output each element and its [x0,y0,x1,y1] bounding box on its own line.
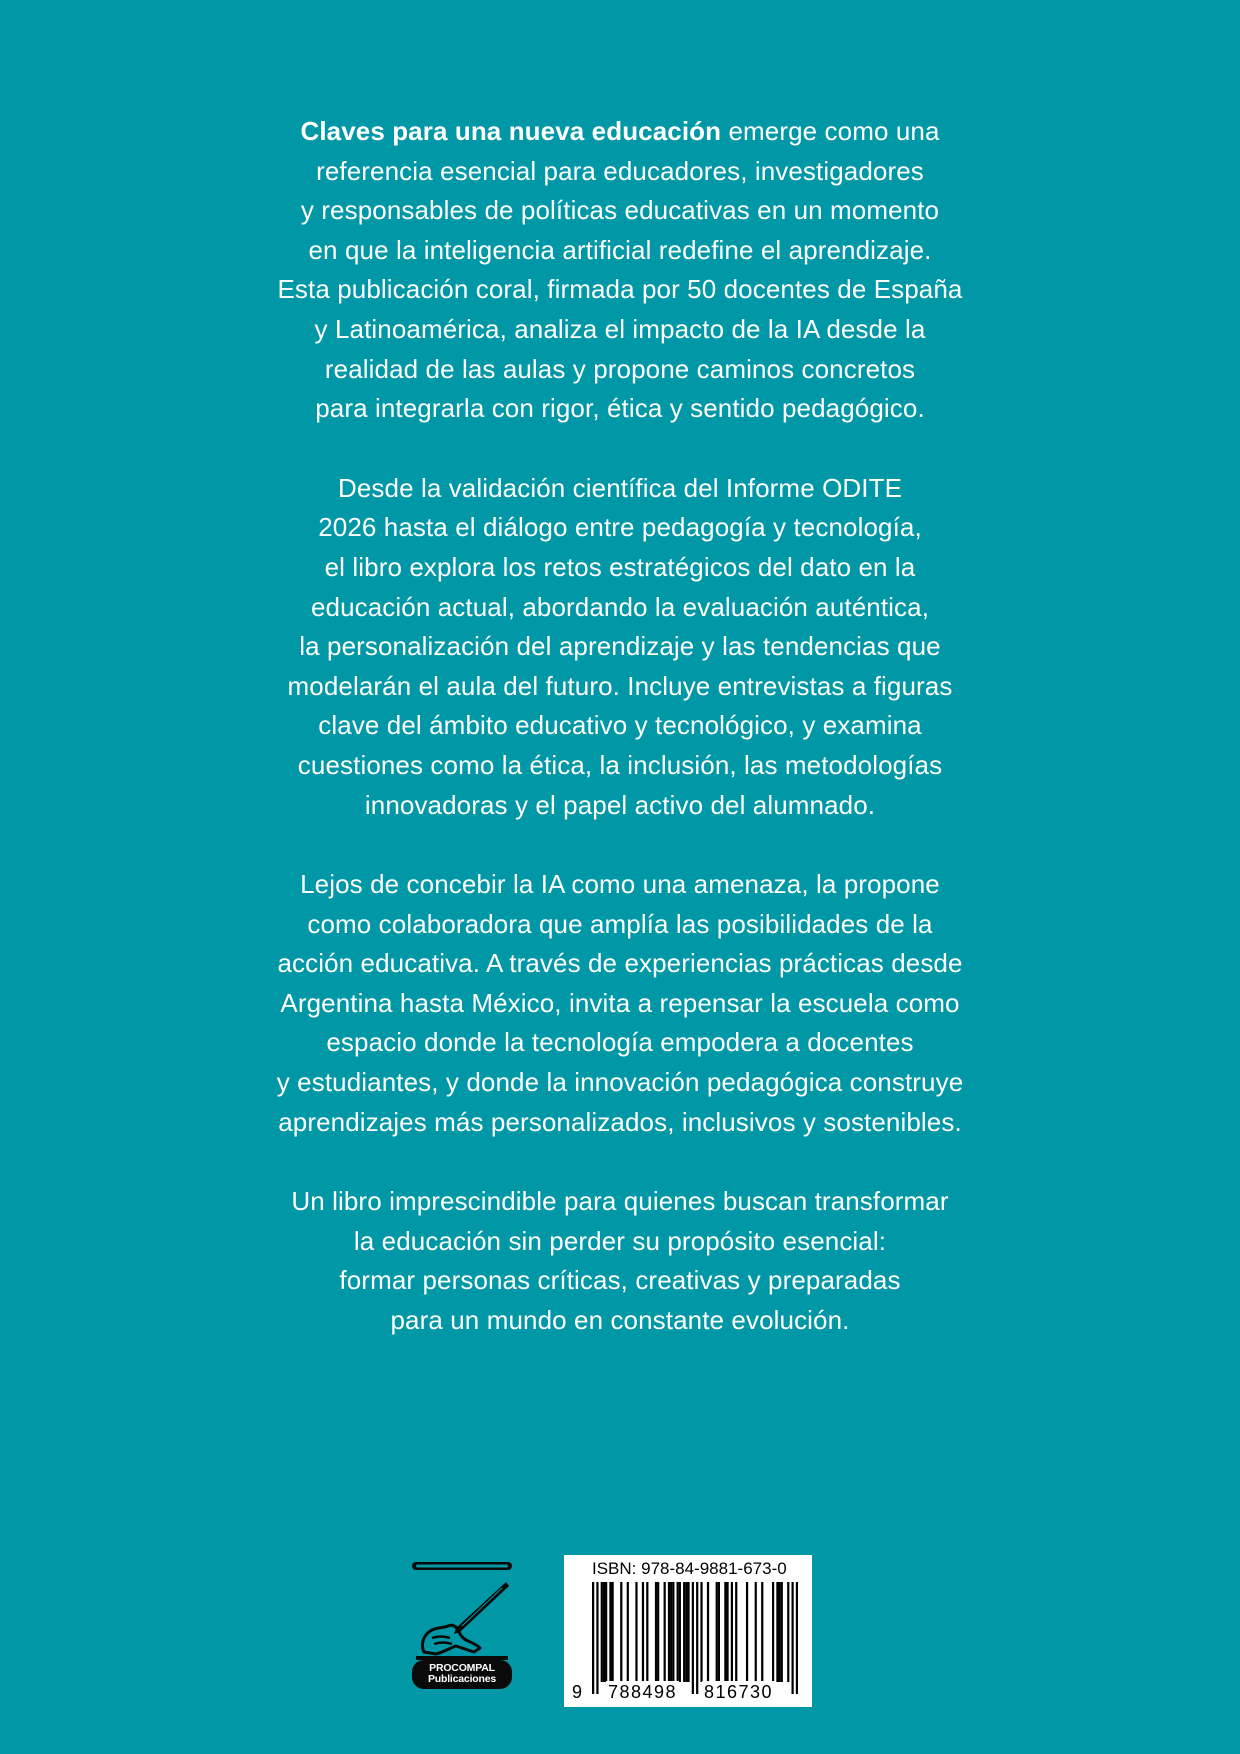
barcode-digits [570,1681,806,1705]
barcode-bar [692,1582,694,1694]
blurb-line: Argentina hasta México, invita a repensar la escuela como [280,987,960,1018]
barcode-bar [635,1582,637,1682]
publisher-name-badge [412,1660,512,1689]
blurb-line-rest: emerge como una [721,116,940,146]
publisher-logo [410,1560,514,1700]
isbn-label: ISBN: 978-84-9881-673-0 [592,1559,787,1578]
blurb-line: modelarán el aula del futuro. Incluye entrevistas a figuras [287,670,953,701]
blurb-paragraph-1 [200,112,1040,429]
barcode-bar [609,1582,611,1682]
blurb-line: realidad de las aulas y propone caminos concretos [324,353,916,384]
barcode-bar [724,1582,726,1682]
blurb-line: formar personas críticas, creativas y preparadas [339,1265,901,1296]
barcode-bar [755,1582,757,1682]
barcode-bar [664,1582,666,1682]
blurb-paragraph-4 [200,1182,1040,1340]
blurb-line: Desde la validación científica del Informe ODITE [337,472,903,503]
barcode-bar [735,1582,737,1682]
barcode-bar [646,1582,648,1682]
blurb-line: Lejos de concebir la IA como una amenaza, la propone [300,869,940,900]
blurb-line: educación actual, abordando la evaluación auténtica, [310,591,930,622]
barcode-bar [696,1582,698,1694]
barcode-bar [791,1582,793,1694]
blurb-line: referencia esencial para educadores, investigadores [316,155,924,186]
barcode-bar [596,1582,598,1694]
barcode-bar [761,1582,763,1682]
blurb-line: la educación sin perder su propósito esencial: [353,1225,887,1256]
blurb-paragraph-2 [200,469,1040,825]
barcode-bar [778,1582,780,1682]
barcode-bar [746,1582,748,1682]
barcode-bar [679,1582,681,1682]
barcode-bar [683,1582,685,1682]
barcode-bar [772,1582,774,1682]
barcode-bar [796,1582,798,1694]
barcode-bar [787,1582,789,1682]
blurb-line: la personalización del aprendizaje y las tendencias que [299,631,941,662]
barcode-bar [718,1582,720,1682]
barcode-bar [776,1582,778,1682]
blurb-line [200,112,1040,152]
barcode-bar [731,1582,733,1682]
barcode-bar [716,1582,718,1682]
barcode-bar [657,1582,659,1682]
publisher-name-line2: Publicaciones [427,1673,496,1685]
blurb-line: innovadoras y el papel activo del alumnado. [364,789,876,820]
barcode-bar [603,1582,605,1682]
blurb-line: acción educativa. A través de experiencias prácticas desde [277,948,963,979]
barcode-bar [685,1582,687,1682]
barcode-bar [620,1582,622,1682]
barcode-bar [726,1582,728,1682]
barcode-bar [672,1582,674,1682]
barcode-bar [627,1582,629,1682]
blurb-paragraph-3 [200,865,1040,1142]
barcode-bar [601,1582,603,1682]
blurb-line: como colaboradora que amplía las posibilidades de la [307,908,933,939]
book-title-bold: Claves para una nueva educación [300,116,722,146]
blurb-line: Esta publicación coral, firmada por 50 docentes de España [277,274,963,305]
blurb-line: clave del ámbito educativo y tecnológico, y examina [318,710,922,741]
barcode-digits-left: 788498 [608,1682,678,1702]
blurb-line: y estudiantes, y donde la innovación pedagógica construye [276,1067,964,1098]
blurb-line: aprendizajes más personalizados, inclusivos y sostenibles. [278,1106,962,1137]
barcode-digits-right: 816730 [704,1682,774,1702]
barcode-icon [592,1582,798,1694]
isbn-barcode-box [564,1555,812,1707]
barcode-bar [700,1582,702,1682]
blurb-line: el libro explora los retos estratégicos del dato en la [324,551,916,582]
barcode-bar [677,1582,679,1682]
barcode-digit-lead: 9 [572,1682,583,1702]
blurb-line: para un mundo en constante evolución. [390,1305,850,1336]
blurb-line: espacio donde la tecnología empodera a docentes [326,1027,914,1058]
publisher-name-line1: PROCOMPAL [429,1662,495,1674]
barcode-bar [707,1582,709,1682]
back-cover-blurb [200,112,1040,1381]
blurb-line: para integrarla con rigor, ética y sentido pedagógico. [315,393,925,424]
barcode-bar [781,1582,783,1682]
blurb-line: en que la inteligencia artificial redefine el aprendizaje. [308,234,932,265]
blurb-line: y responsables de políticas educativas en un momento [300,195,940,226]
blurb-line: cuestiones como la ética, la inclusión, las metodologías [297,749,943,780]
barcode-bar [668,1582,670,1682]
barcode-bar [670,1582,672,1682]
blurb-line: 2026 hasta el diálogo entre pedagogía y tecnología, [318,512,922,543]
barcode-bar [687,1582,689,1682]
barcode-bar [642,1582,644,1682]
blurb-line: Un libro imprescindible para quienes buscan transformar [291,1186,949,1217]
barcode-bar [592,1582,594,1694]
barcode-bar [655,1582,657,1682]
blurb-line: y Latinoamérica, analiza el impacto de la IA desde la [314,313,926,344]
barcode-bar [612,1582,614,1682]
barcode-bar [605,1582,607,1682]
